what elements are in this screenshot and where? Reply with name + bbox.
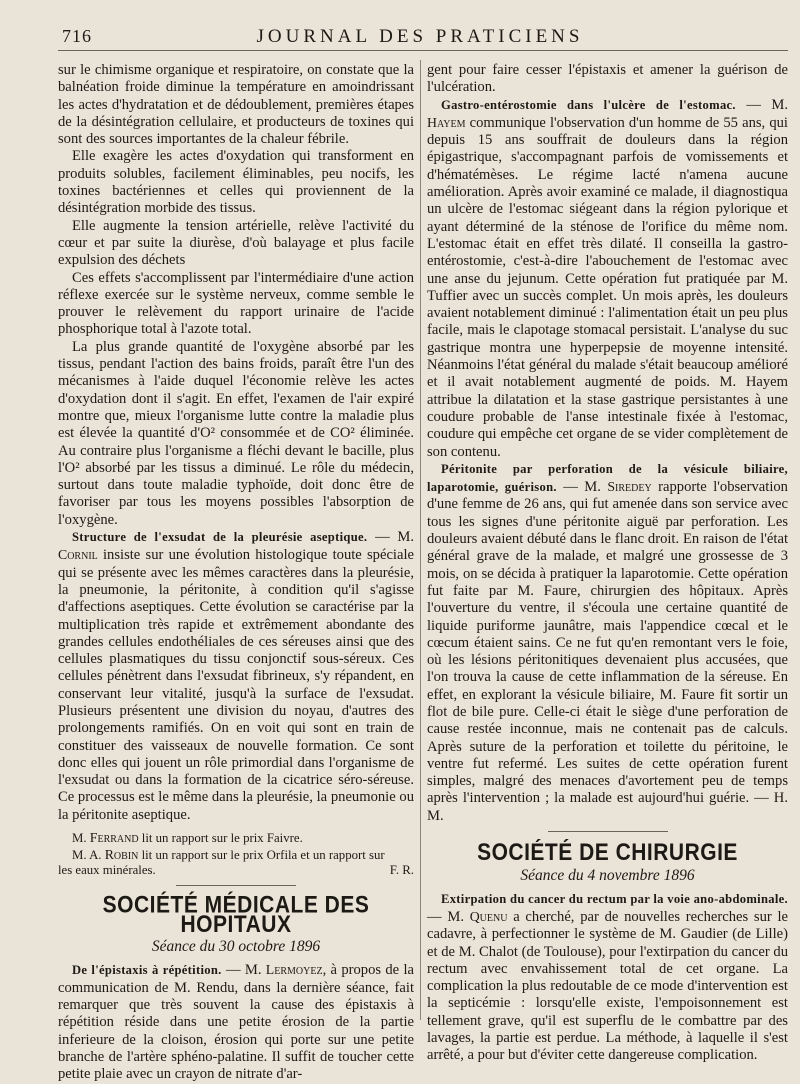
paragraph: Elle augmente la tension artérielle, relève l'activité du cœur et par suite la diurèse, d'où balayage et plus facile expulsion des déchets bbox=[58, 217, 414, 269]
left-column bbox=[58, 62, 414, 1084]
section-divider bbox=[548, 831, 668, 832]
article-rectum: Extirpation du cancer du rectum par la voie ano-abdominale. — M. Quenu a cherché, par de nouvelles recherches sur le cadavre, à perfectionner le système de M. Gaudier (de Lille) et de M. Chalot (de Toulouse), pour l'extirpation du cancer du rectum avec envahissement total de cet organe. La complication la plus redoutable de ce mode d'intervention est la septicémie : lorsqu'elle existe, l'empoisonnement est tellement grave, qu'il est superflu de le combattre par des lavages, la partie est perdue. La méthode, à laquelle il s'est arrêté, a pour but d'éviter cette dangereuse complication. bbox=[427, 891, 789, 1064]
note: M. A. Robin lit un rapport sur le prix Orfila et un rapport sur bbox=[72, 846, 385, 862]
article-rubric: Gastro-entérostomie dans l'ulcère de l'estomac. bbox=[441, 97, 736, 112]
article-rubric: Extirpation du cancer du rectum par la voie ano-abdominale. bbox=[441, 891, 788, 906]
section-title: SOCIÉTÉ MÉDICALE DES HOPITAUX bbox=[102, 891, 370, 938]
seance-date: Séance du 30 octobre 1896 bbox=[151, 938, 321, 956]
article-pleuresie: Structure de l'exsudat de la pleurésie aseptique. — M. Cornil insiste sur une évolution histologique toute spéciale qui se présente avec les mêmes caractères dans la pleurésie, la pneumonie, la péritonite, à condition qu'il s'agisse d'affections aseptiques. Cette évolution se caractérise par la multiplication très rapide et extrêmement abondante des grandes cellules endothéliales de ces séreuses ainsi que des cellules plasmatiques du tissu conjonctif sous-séreux. Ces cellules pénètrent dans l'exsudat fibrineux, s'y répandent, en conservant leur vitalité, jusqu'à la surface de l'exsudat. Plusieurs présentent une division du noyau, d'autres des prolongements ramifiés. On en voit qui sont en train de constituer des vaisseaux de nouvelle formation. Ce sont donc elles qui jouent un rôle primordial dans l'organisme de l'exsudat ou dans la formation de la cicatrice séro-séreuse. Ce processus est le même dans la pleurésie, la pneumonie ou la péritonite aseptique. bbox=[58, 529, 415, 823]
paragraph: Elle exagère les actes d'oxydation qui transforment en produits solubles, facilement éliminables, peu nocifs, les toxines bactériennes et celles qui proviennent de la désintégration morbide des tissus. bbox=[58, 148, 414, 217]
seance-date: Séance du 4 novembre 1896 bbox=[520, 867, 695, 885]
section-divider bbox=[176, 885, 296, 886]
header-rule bbox=[58, 50, 788, 51]
running-title: JOURNAL DES PRATICIENS bbox=[256, 26, 584, 47]
right-column bbox=[427, 62, 788, 1065]
paragraph: Ces effets s'accomplissent par l'intermédiaire d'une action réflexe exercée sur le système nerveux, comme semble le prouver le relèvement du rapport urinaire de l'acide phosphorique total à l'azote total. bbox=[58, 269, 414, 338]
paragraph: sur le chimisme organique et respiratoire, on constate que la balnéation froide diminue la température en amoindrissant les actes d'hydratation et de dédoublement, premières étapes de la désintégration cellulaire, et producteurs de toxines qui sont des sources importantes de la chaleur fébrile. bbox=[58, 62, 414, 148]
page-number: 716 bbox=[62, 26, 92, 46]
column-separator bbox=[420, 60, 421, 1020]
article-gastro: Gastro-entérostomie dans l'ulcère de l'estomac. — M. Hayem communique l'observation d'un homme de 55 ans, qui depuis 15 ans souffrait de douleurs dans la région épigastrique, s'accompagnant parfois de vomissements et d'hématémèses. Le régime lacté n'amena aucune amélioration. Après avoir examiné ce malade, il diagnostiqua un ulcère de l'estomac siégeant dans la région pylorique et ayant déterminé de la sténose de l'orifice du même nom. L'estomac était en effet très dilaté. Il conseilla la gastro-entérostomie, c'est-à-dire l'abouchement de l'estomac avec une anse du jejunum. Cette opération fut pratiquée par M. Tuffier avec un succès complet. Un mois après, les douleurs avaient notablement diminué : l'alimentation était un peu plus facile, mais le clapotage stomacal persistait. L'analyse du suc gastrique montra une hyperpepsie de moyenne intensité. Néanmoins l'état général du malade s'était beaucoup amélioré et il avait notablement augmenté de poids. M. Hayem attribue la dilatation et la stase gastrique persistantes à une coudure probable de l'anse intestinale fixée à l'estomac, coudure qui empêche cet organe de se vider complètement de son contenu. bbox=[427, 96, 789, 460]
notes bbox=[58, 830, 414, 879]
author-name: Quenu bbox=[469, 908, 508, 924]
author-name: Cornil bbox=[58, 547, 98, 563]
article-epistaxis: De l'épistaxis à répétition. — M. Lermoyez, à propos de la communication de M. Rendu, dans la dernière séance, fait remarquer que très souvent la cause des épistaxis à répétition réside dans une petite érosion de la partie inferieure de la cloison, érosion qui porte sur une petite branche de l'artère sphéno-palatine. Il suffit de toucher cette petite plaie avec un crayon de nitrate d'ar- bbox=[58, 962, 414, 1083]
page-header bbox=[0, 20, 800, 50]
section-title: SOCIÉTÉ DE CHIRURGIE bbox=[477, 839, 738, 866]
article-rubric: Péritonite par perforation de la vésicule biliaire, laparotomie, guérison. bbox=[427, 461, 788, 495]
article-peritonite: Péritonite par perforation de la vésicule biliaire, laparotomie, guérison. — M. Siredey rapporte l'observation d'une femme de 26 ans, qui fut amenée dans son service avec tous les signes d'une péritonite aiguë par perforation. Les douleurs avaient débuté dans le flanc droit. En raison de l'état général grave de la malade, et malgré une grossesse de 3 mois, on se décida à pratiquer la laparotomie. Cette opération fut faite par M. Faure, chirurgien des hôpitaux. Après l'ouverture du ventre, il s'écoula une certaine quantité de liquide puriforme jaunâtre, mais l'appendice cœcal et le cœcum étaient sains. Ce ne fut qu'en remontant vers le foie, où les lésions péritonitiques devenaient plus accusées, que l'on trouva la cause de cette inflammation de la séreuse. En effet, en explorant la vésicule biliaire, M. Faure fit sortir un flot de bile pure. Celle-ci était le siège d'une perforation de cause restée inconnue, mais ne contenait pas de calculs. Après suture de la perforation et toilette du péritoine, le ventre fut refermé. Les suites de cette opération furent simples, malgré des menaces d'avortement peu de temps après l'intervention ; la malade est aujourd'hui guérie. — H. M. bbox=[427, 461, 788, 824]
note-last-line: les eaux minérales. F. R. bbox=[58, 863, 414, 878]
author-name: Siredey bbox=[607, 479, 652, 495]
signature: F. R. bbox=[389, 863, 414, 878]
author-name: Hayem bbox=[427, 114, 466, 130]
paragraph: gent pour faire cesser l'épistaxis et amener la guérison de l'ulcération. bbox=[427, 62, 788, 96]
paragraph: La plus grande quantité de l'oxygène absorbé par les tissus, pendant l'action des bains froids, paraît être l'un des mécanismes à l'aide duquel l'économie relève les actes d'oxydation dont il s'agit. En effet, l'examen de l'air expiré montre que, mieux l'organisme lutte contre la maladie plus est élevée la quantité d'O² consommée et de CO² éliminée. Au contraire plus l'organisme a fléchi devant le bacille, plus l'O² absorbé par les tissus a diminué. Le rôle du médecin, surtout dans toute maladie typhoïde, doit donc être de favoriser par tous les moyens possibles l'absorption de l'oxygène. bbox=[58, 338, 414, 528]
article-rubric: Structure de l'exsudat de la pleurésie aseptique. bbox=[72, 530, 368, 545]
author-name: Lermoyez bbox=[265, 962, 323, 978]
note: M. Ferrand lit un rapport sur le prix Faivre. bbox=[72, 830, 303, 846]
article-rubric: De l'épistaxis à répétition. bbox=[72, 963, 222, 978]
